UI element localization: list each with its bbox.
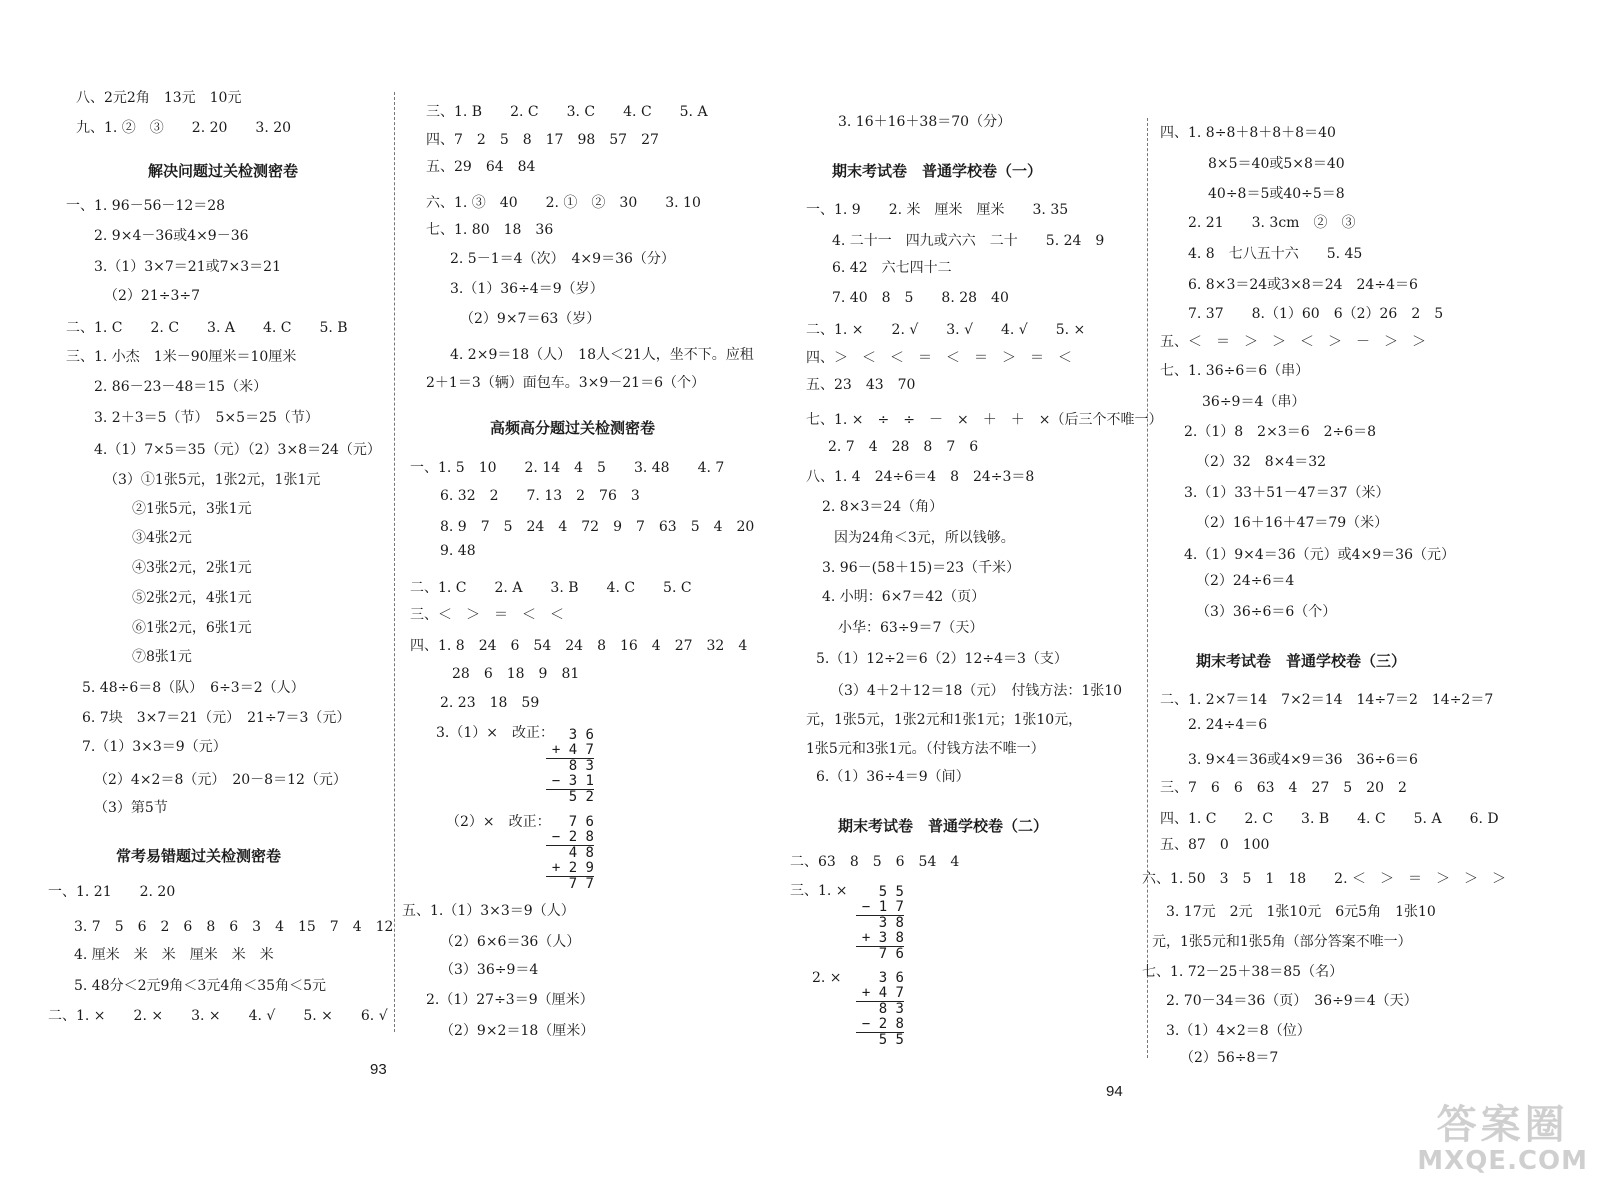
answer-line: 2. 23 18 59 [440, 695, 540, 711]
page-number-right: 94 [1106, 1083, 1123, 1100]
answer-line: 4. 2×9＝18（人） 18人＜21人，坐不下。应租 [450, 347, 754, 363]
answer-line: 4.（1）7×5＝35（元）（2）3×8＝24（元） [94, 442, 381, 458]
calc-row: − 2 8 [546, 830, 594, 846]
answer-line: 4. 小明：6×7＝42（页） [822, 589, 986, 605]
answer-line: 二、1. 2×7＝14 7×2＝14 14÷7＝2 14÷2＝7 [1160, 692, 1494, 708]
answer-line: 2. 86－23－48＝15（米） [94, 379, 268, 395]
answer-line: 五、1.（1）3×3＝9（人） [402, 903, 575, 919]
answer-line: 七、1. 72－25＋38＝85（名） [1142, 964, 1344, 980]
calc-row: − 3 1 [546, 774, 594, 790]
answer-line: 4. 8 七八五十六 5. 45 [1188, 246, 1363, 262]
answer-line: 七、1. × ÷ ÷ － × ＋ ＋ ×（后三个不唯一） [806, 412, 1163, 428]
answer-line: （3）第5节 [94, 800, 168, 816]
calc-row: + 4 7 [856, 986, 904, 1002]
answer-line: 6.（1）36÷4＝9（间） [816, 769, 970, 785]
answer-line: （2）16＋16＋47＝79（米） [1196, 515, 1389, 531]
column-divider [394, 92, 395, 1032]
answer-line: 2.（1）27÷3＝9（厘米） [426, 992, 594, 1008]
answer-line: 36÷9＝4（串） [1202, 394, 1306, 410]
answer-line: 6. 42 六七四十二 [832, 260, 952, 276]
answer-line: 3. 9×4＝36或4×9＝36 36÷6＝6 [1188, 752, 1418, 768]
answer-line: 二、63 8 5 6 54 4 [790, 854, 960, 870]
answer-line: 二、1. C 2. A 3. B 4. C 5. C [410, 580, 692, 596]
answer-line: 2＋1＝3（辆）面包车。3×9－21＝6（个） [426, 375, 705, 391]
answer-line: 2. 9×4－36或4×9－36 [94, 228, 249, 244]
answer-line: 四、1. 8÷8＋8＋8＋8＝40 [1160, 125, 1336, 141]
answer-line: （2）9×2＝18（厘米） [440, 1023, 595, 1039]
watermark-url: MXQE.COM [1417, 1146, 1588, 1176]
calc-row: + 2 9 [546, 861, 594, 877]
answer-line: 三、7 6 6 63 4 27 5 20 2 [1160, 780, 1407, 796]
calc-row: 7 6 [878, 946, 904, 962]
calc-row: 8 3 [568, 758, 594, 774]
answer-line: 2. 8×3＝24（角） [822, 499, 944, 515]
answer-line: 五、＜ ＝ ＞ ＞ ＜ ＞ － ＞ ＞ [1160, 334, 1426, 350]
answer-line: 一、1. 9 2. 米 厘米 厘米 3. 35 [806, 202, 1069, 218]
answer-line: 七、1. 36÷6＝6（串） [1160, 363, 1310, 379]
answer-line: 28 6 18 9 81 [452, 666, 580, 682]
answer-line: 7.（1）3×3＝9（元） [82, 739, 227, 755]
answer-line: 一、1. 5 10 2. 14 4 5 3. 48 4. 7 [410, 460, 725, 476]
calc-row: 7 6 [568, 814, 594, 830]
answer-line: 2. 21 3. 3cm ② ③ [1188, 215, 1356, 231]
answer-line: 三、1. B 2. C 3. C 4. C 5. A [426, 104, 708, 120]
answer-line: 六、1. 50 3 5 1 18 2. ＜ ＞ ＝ ＞ ＞ ＞ [1142, 871, 1506, 887]
answer-line: 七、1. 80 18 36 [426, 222, 554, 238]
calc-row: 8 3 [878, 1001, 904, 1017]
watermark [1417, 1103, 1588, 1175]
vertical-calculation [546, 728, 594, 805]
answer-line: （3）4＋2＋12＝18（元） 付钱方法：1张10 [830, 683, 1123, 699]
answer-line: ⑦8张1元 [132, 649, 192, 665]
answer-line: 五、23 43 70 [806, 377, 916, 393]
answer-line: 八、2元2角 13元 10元 [76, 90, 242, 106]
calc-row: 3 6 [568, 727, 594, 743]
answer-line: 四、7 2 5 8 17 98 57 27 [426, 132, 659, 148]
calc-row: − 1 7 [856, 900, 904, 916]
answer-line: 7. 40 8 5 8. 28 40 [832, 290, 1009, 306]
answer-line: 三、＜ ＞ ＝ ＜ ＜ [410, 607, 564, 623]
answer-line: （2）21÷3÷7 [104, 288, 200, 304]
answer-line: 1张5元和3张1元。（付钱方法不唯一） [806, 741, 1045, 757]
calc-row: 7 7 [568, 876, 594, 892]
answer-line: 因为24角＜3元，所以钱够。 [834, 530, 1015, 546]
answer-line: 5. 48分＜2元9角＜3元4角＜35角＜5元 [74, 978, 326, 994]
calc-row: 5 5 [878, 884, 904, 900]
answer-line: ②1张5元，3张1元 [132, 501, 252, 517]
calc-row: 3 6 [878, 970, 904, 986]
answer-line: 5.（1）12÷2＝6（2）12÷4＝3（支） [816, 651, 1068, 667]
answer-line: 一、1. 96－56－12＝28 [66, 198, 226, 214]
answer-line: 3.（1）4×2＝8（位） [1166, 1023, 1311, 1039]
watermark-logo: 答案圈 [1436, 1102, 1569, 1148]
answer-line: （2）32 8×4＝32 [1196, 454, 1327, 470]
answer-line: （2）6×6＝36（人） [440, 934, 581, 950]
calc-row: 3 8 [878, 915, 904, 931]
answer-line: 3.（1）3×7＝21或7×3＝21 [94, 259, 281, 275]
calc-row: 5 5 [878, 1032, 904, 1048]
answer-line: 五、87 0 100 [1160, 837, 1270, 853]
answer-line: 3.（1）× 改正： [436, 725, 554, 741]
answer-line: 7. 37 8.（1）60 6（2）26 2 5 [1188, 306, 1444, 322]
answer-line: （3）①1张5元，1张2元，1张1元 [104, 472, 321, 488]
calc-row: − 2 8 [856, 1017, 904, 1033]
answer-line: 2. 5－1＝4（次） 4×9＝36（分） [450, 251, 675, 267]
answer-line: （2）4×2＝8（元） 20－8＝12（元） [94, 772, 347, 788]
answer-line: 40÷8＝5或40÷5＝8 [1208, 186, 1345, 202]
answer-line: 2. × [812, 970, 842, 986]
section-heading: 常考易错题过关检测密卷 [116, 847, 282, 865]
answer-line: 九、1. ② ③ 2. 20 3. 20 [76, 120, 292, 136]
answer-line: 6. 32 2 7. 13 2 76 3 [440, 488, 640, 504]
section-heading: 期末考试卷 普通学校卷（三） [1196, 652, 1407, 670]
answer-line: 4. 厘米 米 米 厘米 米 米 [74, 947, 274, 963]
answer-line: 三、1. 小杰 1米－90厘米＝10厘米 [66, 349, 297, 365]
answer-line: 2.（1）8 2×3＝6 2÷6＝8 [1184, 424, 1377, 440]
answer-line: 元，1张5元和1张5角（部分答案不唯一） [1152, 934, 1412, 950]
answer-line: 3. 7 5 6 2 6 8 6 3 4 15 7 4 12 [74, 919, 394, 935]
answer-line: 8×5＝40或5×8＝40 [1208, 156, 1345, 172]
answer-line: （2）56÷8＝7 [1180, 1050, 1279, 1066]
answer-line: 6. 7块 3×7＝21（元） 21÷7＝3（元） [82, 710, 351, 726]
answer-line: （2）9×7＝63（岁） [460, 311, 601, 327]
vertical-calculation [546, 815, 594, 892]
answer-line: （2）× 改正： [446, 814, 551, 830]
answer-line: ④3张2元，2张1元 [132, 560, 252, 576]
vertical-calculation [856, 971, 904, 1048]
section-heading: 期末考试卷 普通学校卷（一） [832, 162, 1043, 180]
column-divider [1147, 118, 1148, 1058]
section-heading: 高频高分题过关检测密卷 [490, 419, 656, 437]
answer-line: 六、1. ③ 40 2. ① ② 30 3. 10 [426, 195, 701, 211]
answer-line: 3. 16＋16＋38＝70（分） [838, 114, 1012, 130]
answer-line: 五、29 64 84 [426, 159, 536, 175]
answer-line: （2）24÷6＝4 [1196, 573, 1295, 589]
calc-row: + 4 7 [546, 743, 594, 759]
answer-line: ③4张2元 [132, 530, 192, 546]
answer-line: 小华：63÷9＝7（天） [838, 620, 984, 636]
section-heading: 解决问题过关检测密卷 [148, 162, 299, 180]
answer-line: 8. 9 7 5 24 4 72 9 7 63 5 4 20 [440, 519, 755, 535]
answer-line: ⑥1张2元，6张1元 [132, 620, 252, 636]
calc-row: + 3 8 [856, 931, 904, 947]
answer-line: （3）36÷9＝4 [440, 962, 539, 978]
answer-line: 4. 二十一 四九或六六 二十 5. 24 9 [832, 233, 1105, 249]
answer-line: 八、1. 4 24÷6＝4 8 24÷3＝8 [806, 469, 1035, 485]
answer-line: 6. 8×3＝24或3×8＝24 24÷4＝6 [1188, 277, 1418, 293]
answer-line: 2. 24÷4＝6 [1188, 717, 1268, 733]
answer-line: 四、＞ ＜ ＜ ＝ ＜ ＝ ＞ ＝ ＜ [806, 350, 1072, 366]
answer-line: 四、1. 8 24 6 54 24 8 16 4 27 32 4 [410, 638, 748, 654]
answer-line: 三、1. × [790, 883, 848, 899]
answer-line: 2. 70－34＝36（页） 36÷9＝4（天） [1166, 993, 1418, 1009]
answer-line: 一、1. 21 2. 20 [48, 884, 176, 900]
answer-line: 3. 2＋3＝5（节） 5×5＝25（节） [94, 410, 319, 426]
answer-line: （3）36÷6＝6（个） [1196, 604, 1337, 620]
answer-line: 3. 96－(58＋15)＝23（千米） [822, 560, 1020, 576]
answer-line: 四、1. C 2. C 3. B 4. C 5. A 6. D [1160, 811, 1499, 827]
answer-line: 4.（1）9×4＝36（元）或4×9＝36（元） [1184, 547, 1455, 563]
calc-row: 5 2 [568, 789, 594, 805]
answer-line: 2. 7 4 28 8 7 6 [828, 439, 979, 455]
answer-line: 二、1. × 2. × 3. × 4. √ 5. × 6. √ [48, 1008, 388, 1024]
page-number-left: 93 [370, 1061, 387, 1078]
answer-line: 9. 48 [440, 543, 476, 559]
calc-row: 4 8 [568, 845, 594, 861]
answer-line: 二、1. C 2. C 3. A 4. C 5. B [66, 320, 348, 336]
answer-line: 3.（1）36÷4＝9（岁） [450, 281, 604, 297]
answer-line: 5. 48÷6＝8（队） 6÷3＝2（人） [82, 680, 305, 696]
answer-line: ⑤2张2元，4张1元 [132, 590, 252, 606]
vertical-calculation [856, 885, 904, 962]
answer-line: 3.（1）33＋51－47＝37（米） [1184, 485, 1390, 501]
section-heading: 期末考试卷 普通学校卷（二） [838, 817, 1049, 835]
answer-line: 3. 17元 2元 1张10元 6元5角 1张10 [1166, 904, 1436, 920]
answer-line: 元，1张5元，1张2元和1张1元；1张10元， [806, 712, 1083, 728]
answer-line: 二、1. × 2. √ 3. √ 4. √ 5. × [806, 322, 1086, 338]
